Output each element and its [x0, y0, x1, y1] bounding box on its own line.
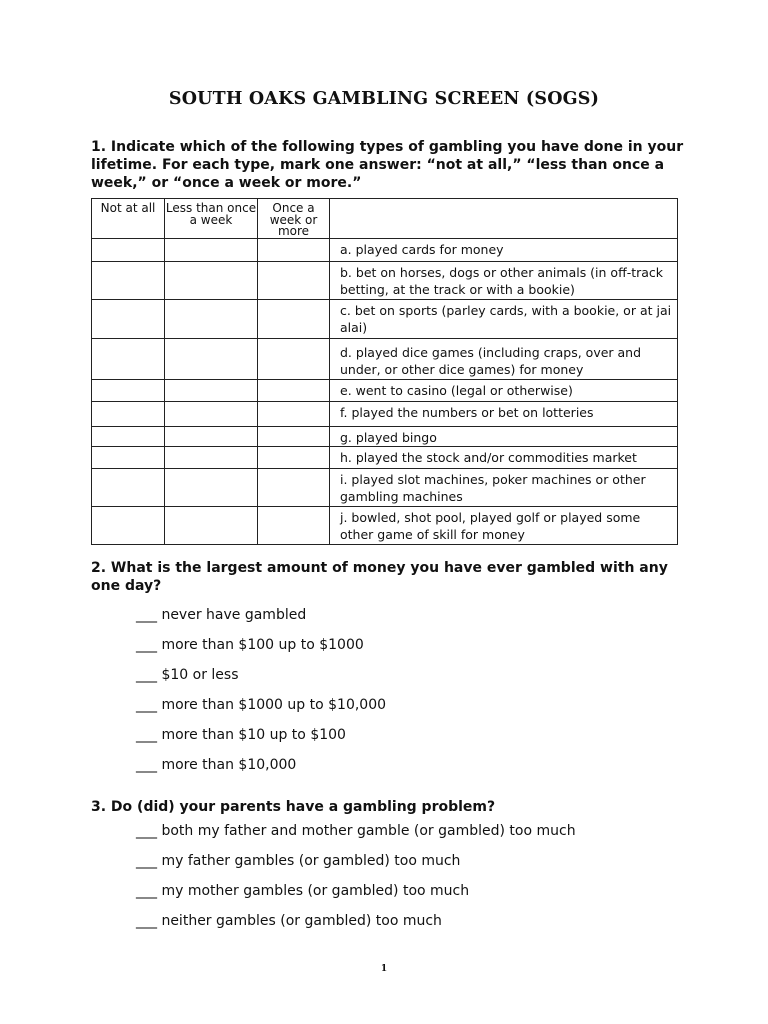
item-label: d. played dice games (including craps, over and under, or other dice games) for money — [330, 338, 678, 379]
question-3-options — [136, 822, 576, 942]
answer-cell-less-than-weekly[interactable] — [165, 506, 258, 544]
table-row — [92, 506, 678, 544]
answer-option[interactable]: ___ more than $100 up to $1000 — [136, 637, 364, 653]
answer-cell-less-than-weekly[interactable] — [165, 468, 258, 506]
answer-cell-less-than-weekly[interactable] — [165, 299, 258, 338]
table-row — [92, 401, 678, 426]
answer-option[interactable]: ___ more than $10,000 — [136, 757, 297, 773]
answer-cell-not-at-all[interactable] — [92, 446, 165, 468]
page-number: 1 — [380, 964, 388, 974]
answer-option[interactable]: ___ my mother gambles (or gambled) too much — [136, 883, 470, 899]
header-not-at-all: Not at all — [92, 199, 165, 239]
item-label: i. played slot machines, poker machines or other gambling machines — [330, 468, 678, 506]
answer-option[interactable]: ___ $10 or less — [136, 667, 239, 683]
item-label: b. bet on horses, dogs or other animals (in off-track betting, at the track or with a bookie) — [330, 261, 678, 299]
answer-cell-weekly-or-more[interactable] — [258, 338, 330, 379]
answer-cell-weekly-or-more[interactable] — [258, 426, 330, 446]
answer-cell-not-at-all[interactable] — [92, 506, 165, 544]
table-row — [92, 446, 678, 468]
question-1-prompt: 1. Indicate which of the following types of gambling you have done in your lifetime. For each type, mark one answer: “not at all,” “less than once a week,” or “once a week or more.” — [91, 139, 684, 191]
table-row — [92, 468, 678, 506]
answer-cell-not-at-all[interactable] — [92, 338, 165, 379]
answer-cell-not-at-all[interactable] — [92, 299, 165, 338]
table-row — [92, 238, 678, 261]
answer-cell-less-than-weekly[interactable] — [165, 261, 258, 299]
header-item — [330, 199, 678, 239]
answer-option[interactable]: ___ more than $1000 up to $10,000 — [136, 697, 387, 713]
answer-cell-weekly-or-more[interactable] — [258, 446, 330, 468]
item-label: g. played bingo — [330, 426, 678, 446]
answer-cell-not-at-all[interactable] — [92, 401, 165, 426]
gambling-types-table — [91, 198, 678, 545]
answer-cell-weekly-or-more[interactable] — [258, 379, 330, 401]
item-label: e. went to casino (legal or otherwise) — [330, 379, 678, 401]
answer-cell-weekly-or-more[interactable] — [258, 238, 330, 261]
answer-cell-less-than-weekly[interactable] — [165, 379, 258, 401]
answer-cell-weekly-or-more[interactable] — [258, 506, 330, 544]
table-row — [92, 426, 678, 446]
answer-cell-weekly-or-more[interactable] — [258, 261, 330, 299]
table-row — [92, 338, 678, 379]
question-2-prompt: 2. What is the largest amount of money you have ever gambled with any one day? — [91, 560, 668, 594]
answer-cell-less-than-weekly[interactable] — [165, 446, 258, 468]
answer-cell-weekly-or-more[interactable] — [258, 468, 330, 506]
answer-cell-not-at-all[interactable] — [92, 468, 165, 506]
answer-option[interactable]: ___ never have gambled — [136, 607, 307, 623]
answer-cell-not-at-all[interactable] — [92, 379, 165, 401]
table-row — [92, 261, 678, 299]
answer-cell-not-at-all[interactable] — [92, 261, 165, 299]
answer-option[interactable]: ___ more than $10 up to $100 — [136, 727, 346, 743]
header-less-than-once-a-week: Less than once a week — [165, 199, 258, 239]
answer-option[interactable]: ___ my father gambles (or gambled) too much — [136, 853, 461, 869]
answer-cell-less-than-weekly[interactable] — [165, 338, 258, 379]
table-header-row — [92, 199, 678, 239]
answer-option[interactable]: ___ both my father and mother gamble (or gambled) too much — [136, 823, 576, 839]
header-once-a-week-or-more: Once a week or more — [258, 199, 330, 239]
item-label: c. bet on sports (parley cards, with a bookie, or at jai alai) — [330, 299, 678, 338]
table-row — [92, 299, 678, 338]
answer-cell-not-at-all[interactable] — [92, 238, 165, 261]
answer-cell-weekly-or-more[interactable] — [258, 401, 330, 426]
answer-cell-less-than-weekly[interactable] — [165, 401, 258, 426]
answer-option[interactable]: ___ neither gambles (or gambled) too much — [136, 913, 442, 929]
answer-cell-less-than-weekly[interactable] — [165, 426, 258, 446]
item-label: j. bowled, shot pool, played golf or played some other game of skill for money — [330, 506, 678, 544]
answer-cell-less-than-weekly[interactable] — [165, 238, 258, 261]
item-label: a. played cards for money — [330, 238, 678, 261]
answer-cell-not-at-all[interactable] — [92, 426, 165, 446]
question-3-prompt: 3. Do (did) your parents have a gambling problem? — [91, 799, 496, 815]
question-2-options — [136, 606, 386, 786]
item-label: f. played the numbers or bet on lotteries — [330, 401, 678, 426]
page-title: SOUTH OAKS GAMBLING SCREEN (SOGS) — [168, 89, 600, 109]
answer-cell-weekly-or-more[interactable] — [258, 299, 330, 338]
table-row — [92, 379, 678, 401]
item-label: h. played the stock and/or commodities market — [330, 446, 678, 468]
